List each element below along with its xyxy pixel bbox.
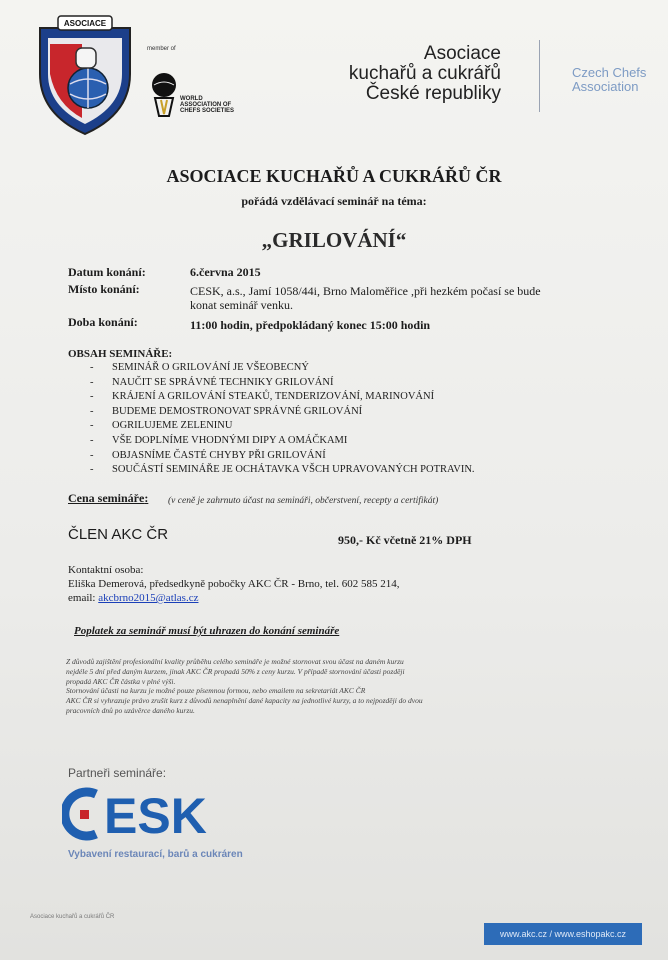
- footer-links[interactable]: www.akc.cz / www.eshopakc.cz: [484, 923, 642, 945]
- association-name-line: kuchařů a cukrářů: [348, 63, 501, 84]
- fine-print-line: Z důvodů zajištění profesionální kvality průběhu celého semináře je možné stornovat svou účast na daném kurzu: [66, 657, 404, 666]
- list-item: - VŠE DOPLNÍME VHODNÝMI DIPY A OMÁČKAMI: [108, 434, 475, 449]
- price-label: Cena semináře:: [68, 491, 149, 505]
- content-list: [108, 361, 475, 478]
- association-name-line: Asociace: [423, 43, 501, 64]
- place-value-line: konat seminář venku.: [190, 298, 293, 312]
- place-value: [190, 284, 541, 312]
- contact-label: Kontaktní osoba:: [68, 564, 144, 576]
- member-label: ČLEN AKC ČR: [68, 526, 169, 543]
- place-value-line: CESK, a.s., Jamí 1058/44i, Brno Maloměřice ,při hezkém počasí se bude: [190, 284, 541, 298]
- contact-person: Eliška Demerová, předsedkyně pobočky AKC ČR - Brno, tel. 602 585 214,: [68, 578, 400, 590]
- list-item: - OBJASNÍME ČASTÉ CHYBY PŘI GRILOVÁNÍ: [108, 449, 475, 464]
- akc-shield-logo: [36, 14, 134, 136]
- wacs-logo: [147, 70, 181, 120]
- member-price: 950,- Kč včetně 21% DPH: [338, 533, 472, 547]
- main-heading: ASOCIACE KUCHAŘŮ A CUKRÁŘŮ ČR: [166, 166, 502, 186]
- list-item: - KRÁJENÍ A GRILOVÁNÍ STEAKŮ, TENDERIZOVÁNÍ, MARINOVÁNÍ: [108, 390, 475, 405]
- email-link[interactable]: akcbrno2015@atlas.cz: [98, 592, 199, 604]
- czech-chefs-association: [572, 66, 662, 94]
- fine-print-line: propadá AKC ČR částka v plné výši.: [66, 676, 176, 686]
- price-note: (v ceně je zahrnuto účast na semináři, občerstvení, recepty a certifikát): [168, 496, 439, 506]
- topic-heading: „GRILOVÁNÍ“: [261, 228, 407, 252]
- fine-print-line: pracovních dnů po uzávěrce daného kurzu.: [66, 705, 195, 715]
- association-name: [339, 44, 501, 104]
- member-of-label: member of: [147, 46, 176, 52]
- header-divider: [539, 40, 540, 112]
- payment-note: Poplatek za seminář musí být uhrazen do konání semináře: [74, 625, 340, 637]
- contact-email-row: [68, 591, 399, 605]
- content-heading: OBSAH SEMINÁŘE:: [68, 348, 173, 360]
- place-label: Místo konání:: [68, 282, 140, 296]
- time-value: 11:00 hodin, předpokládaný konec 15:00 hodin: [190, 318, 431, 332]
- list-item: - SEMINÁŘ O GRILOVÁNÍ JE VŠEOBECNÝ: [108, 361, 475, 376]
- sub-heading: pořádá vzdělávací seminář na téma:: [241, 194, 427, 208]
- wacs-text: WORLD ASSOCIATION OF CHEFS SOCIETIES: [180, 96, 235, 114]
- czech-chefs-line: Czech Chefs: [572, 65, 647, 80]
- cesk-tagline: Vybavení restaurací, barů a cukráren: [68, 849, 243, 860]
- list-item: - SOUČÁSTÍ SEMINÁŘE JE OCHÁTAVKA VŠCH UPRAVOVANÝCH POTRAVIN.: [108, 463, 475, 478]
- date-value: 6.června 2015: [190, 265, 261, 279]
- association-name-line: České republiky: [365, 83, 501, 104]
- fine-print-line: nejdéle 5 dní před daným kurzem, jinak AKC ČR propadá 50% z ceny kurzu. V případě stornování účasti později: [66, 666, 405, 676]
- footer-left-text: Asociace kuchařů a cukrářů ČR: [30, 914, 115, 920]
- date-label: Datum konání:: [68, 265, 146, 279]
- fine-print-line: AKC ČR si vyhrazuje právo zrušit kurz z důvodů nenaplnění dané kapacity na jednotlivé kurzy, a to nejpozději do dvou: [66, 696, 423, 706]
- time-label: Doba konání:: [68, 315, 138, 329]
- list-item: - OGRILUJEME ZELENINU: [108, 419, 475, 434]
- partners-label: Partneři semináře:: [68, 766, 167, 780]
- fine-print: [66, 657, 616, 716]
- fine-print-line: Stornování účasti na kurzu je možné pouze písemnou formou, nebo emailem na sekretariát AKC ČR: [66, 686, 366, 696]
- cesk-logo-text: ESK: [104, 788, 207, 842]
- czech-chefs-line: Association: [572, 79, 639, 94]
- email-label: email:: [68, 592, 96, 604]
- list-item: - BUDEME DEMOSTRONOVAT SPRÁVNÉ GRILOVÁNÍ: [108, 405, 475, 420]
- cesk-logo: [62, 784, 262, 842]
- shield-text: ASOCIACE: [63, 19, 107, 28]
- contact-block: [68, 563, 399, 605]
- list-item: - NAUČIT SE SPRÁVNÉ TECHNIKY GRILOVÁNÍ: [108, 376, 475, 391]
- price-label-text: Cena semináře: [68, 491, 145, 505]
